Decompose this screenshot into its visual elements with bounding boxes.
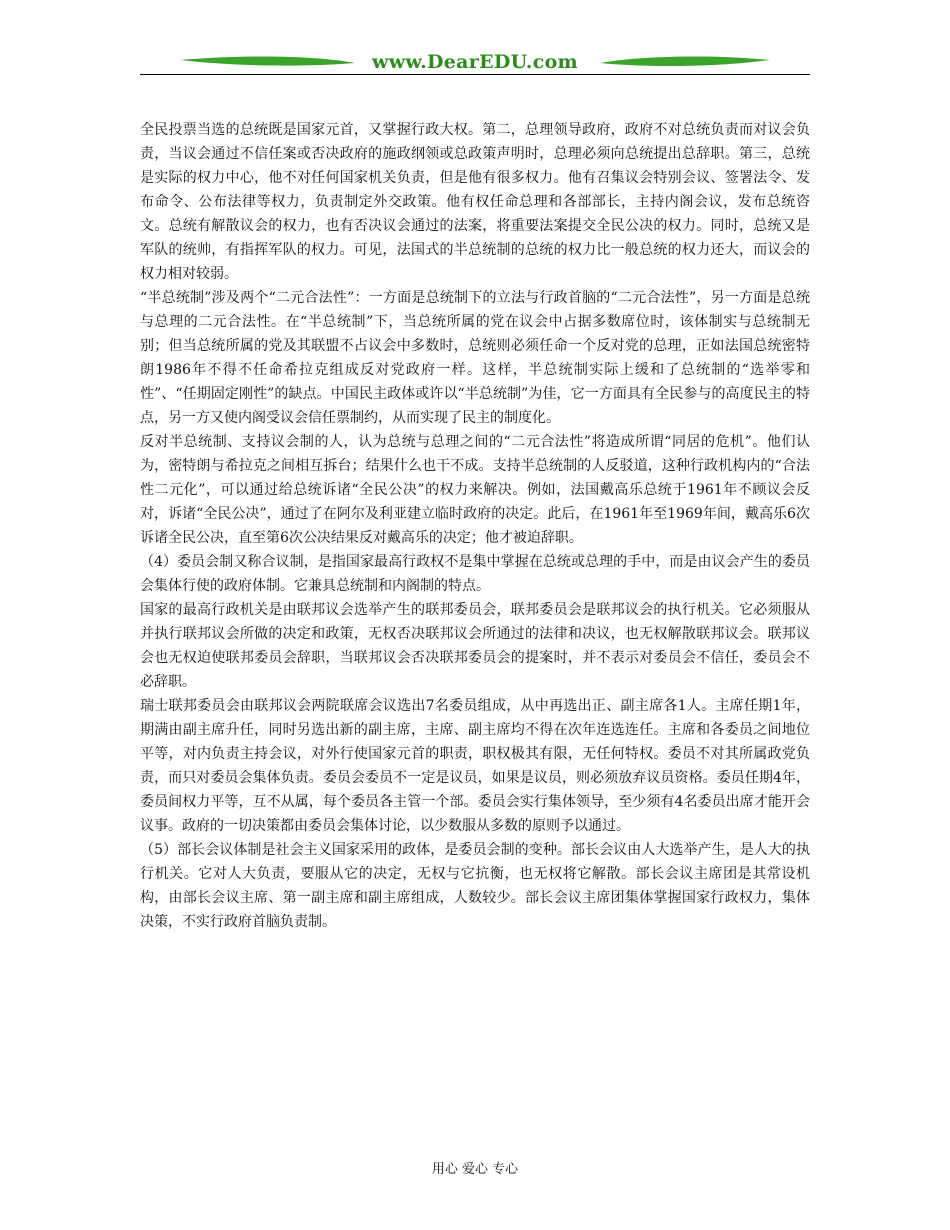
- paragraph: 反对半总统制、支持议会制的人，认为总统与总理之间的“二元合法性”将造成所谓“同居的危机”。他们认为，密特朗与希拉克之间相互拆台；结果什么也干不成。支持半总统制的人反驳道，这种行政机构内的“合法性二元化”，可以通过给总统诉诸“全民公决”的权力来解决。例如，法国戴高乐总统于1961年不顾议会反对，诉诸“全民公决”，通过了在阿尔及利亚建立临时政府的决定。此后，在1961年至1969年间，戴高乐6次诉诸全民公决，直至第6次公决结果反对戴高乐的决定；他才被迫辞职。: [140, 434, 810, 546]
- page-footer: 用心 爱心 专心: [431, 1162, 519, 1177]
- header-divider: [140, 74, 810, 75]
- paragraph: 瑞士联邦委员会由联邦议会两院联席会议选出7名委员组成，从中再选出正、副主席各1人。主席任期1年，期满由副主席升任，同时另选出新的副主席，主席、副主席均不得在次年连选连任。主席和各委员之间地位平等，对内负责主持会议，对外行使国家元首的职责，职权极其有限，无任何特权。委员不对其所属政党负责，而只对委员会集体负责。委员会委员不一定是议员，如果是议员，则必须放弃议员资格。委员任期4年，委员间权力平等，互不从属，每个委员各主管一个部。委员会实行集体领导，至少须有4名委员出席才能开会议事。政府的一切决策都由委员会集体讨论，以少数服从多数的原则予以通过。: [140, 698, 810, 834]
- paragraph: 全民投票当选的总统既是国家元首，又掌握行政大权。第二，总理领导政府，政府不对总统负责而对议会负责，当议会通过不信任案或否决政府的施政纲领或总政策声明时，总理必须向总统提出总辞职。第三，总统是实际的权力中心，他不对任何国家机关负责，但是他有很多权力。他有召集议会特别会议、签署法令、发布命令、公布法律等权力，负责制定外交政策。他有权任命总理和各部部长，主持内阁会议，发布总统咨文。总统有解散议会的权力，也有否决议会通过的法案，将重要法案提交全民公决的权力。同时，总统又是军队的统帅，有指挥军队的权力。可见，法国式的半总统制的总统的权力比一般总统的权力还大，而议会的权力相对较弱。: [140, 122, 810, 282]
- paragraph: （5）部长会议体制是社会主义国家采用的政体，是委员会制的变种。部长会议由人大选举产生，是人大的执行机关。它对人大负责，要服从它的决定，无权与它抗衡，也无权将它解散。部长会议主席团是其常设机构，由部长会议主席、第一副主席和副主席组成，人数较少。部长会议主席团集体掌握国家行政权力，集体决策，不实行政府首脑负责制。: [140, 842, 810, 930]
- site-logo-text: www.DearEDU.com: [372, 51, 578, 73]
- paragraph: 国家的最高行政机关是由联邦议会选举产生的联邦委员会，联邦委员会是联邦议会的执行机关。它必须服从并执行联邦议会所做的决定和政策，无权否决联邦议会所通过的法律和决议，也无权解散联邦议会。联邦议会也无权迫使联邦委员会辞职，当联邦议会否决联邦委员会的提案时，并不表示对委员会不信任，委员会不必辞职。: [140, 602, 810, 690]
- paragraph: （4）委员会制又称合议制，是指国家最高行政权不是集中掌握在总统或总理的手中，而是由议会产生的委员会集体行使的政府体制。它兼具总统制和内阁制的特点。: [140, 554, 810, 594]
- paragraph: “半总统制”涉及两个“二元合法性”：一方面是总统制下的立法与行政首脑的“二元合法性”，另一方面是总统与总理的二元合法性。在“半总统制”下，当总统所属的党在议会中占据多数席位时，该体制实与总统制无别；但当总统所属的党及其联盟不占议会中多数时，总统则必须任命一个反对党的总理，正如法国总统密特朗1986年不得不任命希拉克组成反对党政府一样。这样，半总统制实际上缓和了总统制的“选举零和性”、“任期固定刚性”的缺点。中国民主政体或许以“半总统制”为佳，它一方面具有全民参与的高度民主的特点，另一方又使内阁受议会信任票制约，从而实现了民主的制度化。: [140, 290, 810, 426]
- document-body: [140, 118, 810, 934]
